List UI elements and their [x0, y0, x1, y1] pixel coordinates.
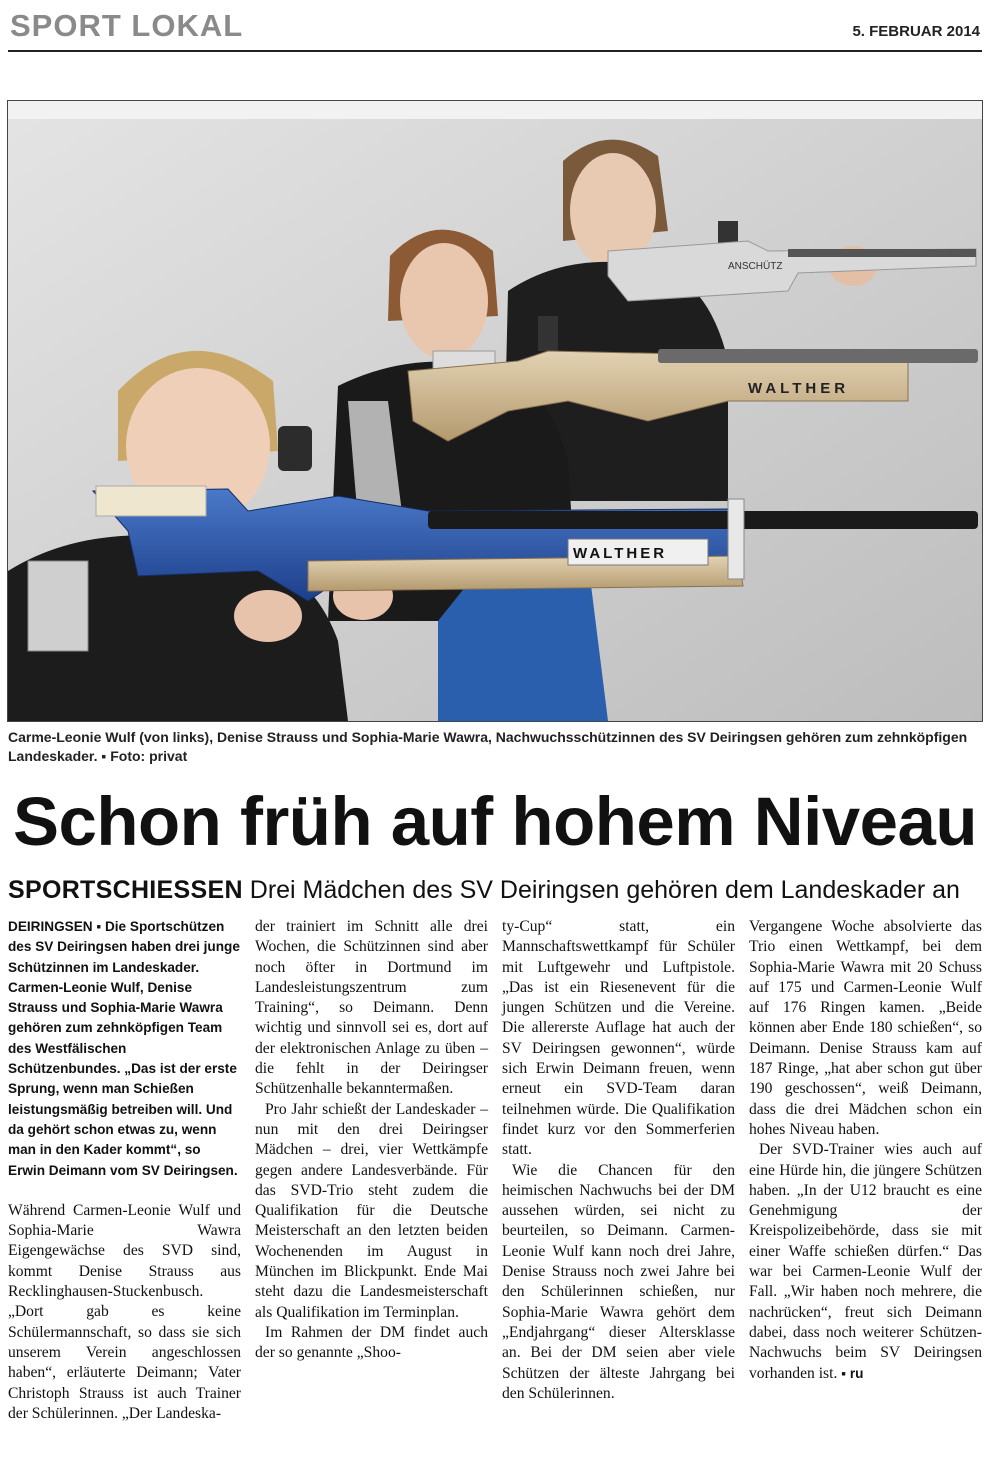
rifle-brand-label-3: ANSCHÜTZ [728, 261, 783, 272]
article-paragraph: der trainiert im Schnitt alle drei Wochen, die Schützinnen sind aber noch öfter in Dortmund im Landesleistungszentrum zum Training“, so Deimann. Denn wichtig und sinnvoll sei es, dort auf der elektronischen Anlage zu üben – die fehlt in der Deiringser Schützenhalle bekanntermaßen. [255, 918, 488, 1098]
author-signature: ▪ ru [841, 1365, 864, 1381]
article-paragraph: Wie die Chancen für den heimischen Nachwuchs bei der DM aussehen würden, sei nicht zu beurteilen, so Deimann. Carmen-Leonie Wulf kann noch drei Jahre, Denise Strauss noch zwei Jahre bei den Schülerinnen schießen, nur Sophia-Marie Wawra gehört dem „Endjahrgang“ dieser Altersklasse an. Bei der DM seien aber viele Schützen der älteste Jahrgang bei den Schülerinnen. [502, 1161, 735, 1402]
article-paragraph: Pro Jahr schießt der Landeskader – nun mit den drei Deiringser Mädchen – drei, vier Wettkämpfe gegen andere Landesverbände. Für das SVD-Trio steht zudem die Qualifikation für die Deutsche Meisterschaft an den letzten beiden Wochenenden im August in München im Blickpunkt. Ende Mai steht dazu die Landesmeisterschaft als Qualifikation im Terminplan. [255, 1100, 488, 1321]
rifle-brand-label-1: WALTHER [573, 545, 668, 562]
article-body [8, 917, 982, 1447]
subhead-text: Drei Mädchen des SV Deiringsen gehören dem Landeskader an [249, 876, 960, 904]
article-column-2 [255, 917, 488, 1447]
article-photo [7, 100, 983, 722]
publication-date: 5. FEBRUAR 2014 [852, 23, 980, 40]
article-column-3 [502, 917, 735, 1447]
subhead-kicker: SPORTSCHIESSEN [8, 876, 243, 904]
article-lead: DEIRINGSEN ▪ Die Sportschützen des SV Deiringsen haben drei junge Schützinnen im Landeskader. Carmen-Leonie Wulf, Denise Strauss und Sophia-Marie Wawra gehören zum zehnköpfigen Team des Westfälischen Schützenbundes. „Das ist der erste Sprung, wenn man Schießen leistungsmäßig betreiben will. Und da gehört schon etwas zu, wenn man in den Kader kommt“, so Erwin Deimann vom SV Deiringsen. [8, 919, 240, 1178]
article-paragraph: Während Carmen-Leonie Wulf und Sophia-Marie Wawra Eigengewächse des SVD sind, kommt Denise Strauss aus Recklinghausen-Stuckenbusch. „Dort gab es keine Schülermannschaft, so dass sie sich unserem Verein angeschlossen haben“, erläuterte Deimann; Vater Christoph Strauss ist auch Trainer der Schülerinnen. „Der Landeska- [8, 1201, 241, 1422]
article-paragraph [749, 1140, 982, 1384]
article-subheadline [8, 874, 982, 906]
article-paragraph: ty-Cup“ statt, ein Mannschaftswettkampf für Schüler mit Luftgewehr und Luftpistole. „Das ist ein Riesenevent für die jungen Schützen und die Vereine. Die allererste Auflage hat auch der SV Deiringsen gewonnen“, würde sich Erwin Deimann freuen, wenn erneut ein SVD-Team daran teilnehmen würde. Die Qualifikation findet kurz vor den Sommerferien statt. [502, 918, 735, 1159]
article-paragraph: Vergangene Woche absolvierte das Trio einen Wettkampf, bei dem Sophia-Marie Wawra mit 20 Schuss auf 175 und Carmen-Leonie Wulf auf 176 Ringen kamen. „Beide können aber Ende 180 schießen“, so Deimann. Denise Strauss kam auf 187 Ringe, „hat aber schon gut über 190 geschossen“, weiß Deimann, dass die drei Mädchen schon ein hohes Niveau haben. [749, 918, 982, 1138]
article-headline: Schon früh auf hohem Niveau [12, 783, 978, 860]
photo-caption: Carme-Leonie Wulf (von links), Denise Strauss und Sophia-Marie Wawra, Nachwuchsschützinnen des SV Deiringsen gehören zum zehnköpfigen Landeskader. ▪ Foto: privat [8, 729, 968, 764]
rifle-brand-label-2: WALTHER [748, 380, 850, 397]
photo-three-shooters [8, 101, 982, 721]
article-column-4 [749, 917, 982, 1447]
article-paragraph-text: Der SVD-Trainer wies auch auf eine Hürde hin, die jüngere Schützen haben. „In der U12 braucht es eine Genehmigung der Kreispolizeibehörde, dass sie mit einer Waffe schießen dürfen.“ Das war bei Carmen-Leonie Wulf der Fall. „Wir haben noch mehrere, die nachrücken“, freut sich Deimann dabei, dass noch weiterer Schützen-Nachwuchs beim SV Deiringsen vorhanden ist. [749, 1141, 982, 1382]
article-paragraph: Im Rahmen der DM findet auch der so genannte „Shoo- [255, 1323, 488, 1362]
section-title: SPORT LOKAL [10, 8, 244, 43]
page-header [8, 0, 982, 52]
article-column-1 [8, 917, 241, 1447]
